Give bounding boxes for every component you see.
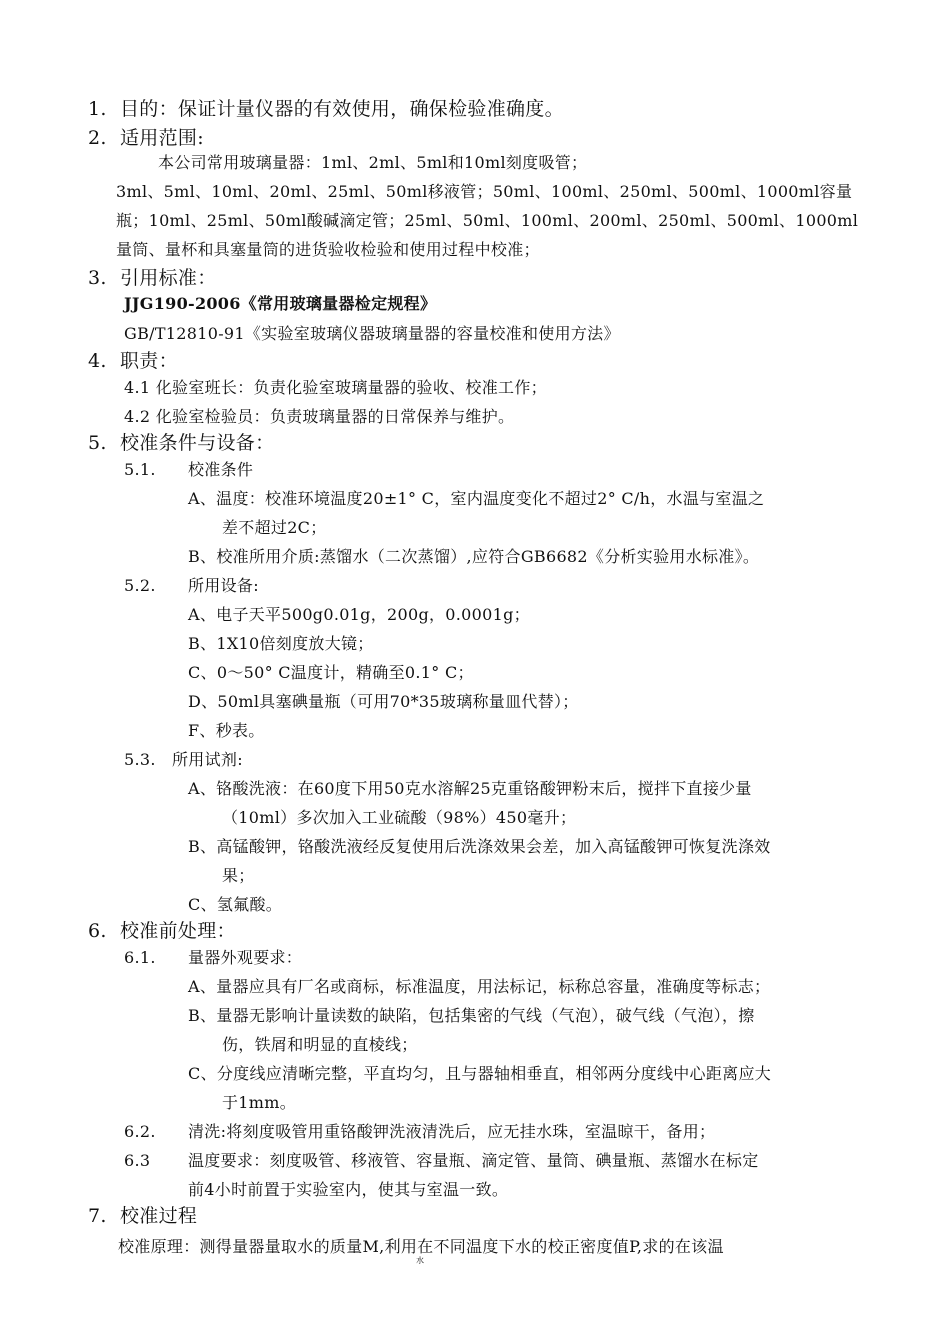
subsection-6-1-heading	[124, 947, 302, 969]
subscript-label: 水	[416, 1256, 424, 1265]
reagent-item: A、铬酸洗液：在60度下用50克水溶解25克重铬酸钾粉末后，搅拌下直接少量	[188, 779, 752, 798]
subsection-title: 所用试剂:	[172, 750, 243, 769]
subsection-number: 5.1.	[124, 460, 156, 479]
subsection-6-3	[124, 1150, 759, 1172]
section-number: 2.	[88, 127, 107, 149]
equipment-item: B、1X10倍刻度放大镜；	[188, 634, 374, 653]
section-title: 适用范围:	[120, 127, 204, 149]
subsection-5-2-heading	[124, 575, 259, 597]
calibration-principle: 校准原理：测得量器量取水的质量M,利用在不同温度下水的校正密度值P,求的在该温	[118, 1237, 724, 1256]
condition-item-cont: 差不超过2C；	[222, 518, 327, 537]
section-1	[88, 96, 564, 122]
subsection-number: 5.3.	[124, 750, 156, 769]
section-2-heading	[88, 125, 204, 151]
responsibility-line: 4.2 化验室检验员：负责玻璃量器的日常保养与维护。	[124, 407, 515, 426]
section-title: 引用标准：	[120, 267, 217, 289]
subsection-6-3-cont: 前4小时前置于实验室内，使其与室温一致。	[188, 1180, 509, 1199]
equipment-item: C、0～50° C温度计，精确至0.1° C；	[188, 663, 474, 682]
reference-standard: GB/T12810-91《实验室玻璃仪器玻璃量器的容量校准和使用方法》	[124, 324, 620, 343]
subsection-text: 清洗:将刻度吸管用重铬酸钾洗液清洗后，应无挂水珠，室温晾干，备用；	[188, 1122, 716, 1141]
subsection-title: 校准条件	[188, 460, 254, 479]
section-number: 7.	[88, 1205, 107, 1227]
equipment-item: F、秒表。	[188, 721, 265, 740]
section-text: 目的：保证计量仪器的有效使用，确保检验准确度。	[120, 98, 564, 120]
equipment-item: A、电子天平500g0.01g，200g，0.0001g；	[188, 605, 530, 624]
section-3-heading	[88, 265, 217, 291]
reagent-item: B、高锰酸钾，铬酸洗液经反复使用后洗涤效果会差，加入高锰酸钾可恢复洗涤效	[188, 837, 771, 856]
subsection-number: 5.2.	[124, 576, 156, 595]
appearance-item-cont: 伤，铁屑和明显的直棱线；	[222, 1035, 418, 1054]
section-7-heading	[88, 1203, 197, 1229]
equipment-item: D、50ml具塞碘量瓶（可用70*35玻璃称量皿代替）；	[188, 692, 579, 711]
paragraph-line: 瓶；10ml、25ml、50ml酸碱滴定管；25ml、50ml、100ml、200ml、250ml、500ml、1000ml	[116, 211, 859, 230]
section-number: 4.	[88, 350, 107, 372]
section-number: 3.	[88, 267, 107, 289]
section-4-heading	[88, 348, 178, 374]
subsection-5-1-heading	[124, 459, 253, 481]
responsibility-line: 4.1 化验室班长：负责化验室玻璃量器的验收、校准工作；	[124, 378, 547, 397]
reagent-item: C、氢氟酸。	[188, 895, 283, 914]
section-title: 校准前处理：	[120, 920, 236, 942]
subsection-text: 温度要求：刻度吸管、移液管、容量瓶、滴定管、量筒、碘量瓶、蒸馏水在标定	[188, 1151, 759, 1170]
reagent-item-cont: （10ml）多次加入工业硫酸（98%）450毫升；	[222, 808, 577, 827]
paragraph-line: 3ml、5ml、10ml、20ml、25ml、50ml移液管；50ml、100ml、250ml、500ml、1000ml容量	[116, 182, 853, 201]
section-5-heading	[88, 430, 274, 456]
subsection-number: 6.1.	[124, 948, 156, 967]
section-title: 校准条件与设备：	[120, 432, 275, 454]
reference-standard: JJG190-2006《常用玻璃量器检定规程》	[124, 294, 437, 313]
section-number: 1.	[88, 98, 107, 120]
appearance-item: B、量器无影响计量读数的缺陷，包括集密的气线（气泡），破气线（气泡），擦	[188, 1006, 755, 1025]
section-6-heading	[88, 918, 236, 944]
paragraph-line: 本公司常用玻璃量器：1ml、2ml、5ml和10ml刻度吸管；	[158, 153, 588, 172]
subsection-number: 6.3	[124, 1151, 151, 1170]
subsection-number: 6.2.	[124, 1122, 156, 1141]
section-number: 5.	[88, 432, 107, 454]
paragraph-line: 量筒、量杯和具塞量筒的进货验收检验和使用过程中校准；	[116, 240, 540, 259]
subsection-title: 量器外观要求：	[188, 948, 303, 967]
subsection-title: 所用设备:	[188, 576, 259, 595]
section-title: 校准过程	[120, 1205, 198, 1227]
appearance-item: C、分度线应清晰完整，平直均匀，且与器轴相垂直，相邻两分度线中心距离应大	[188, 1064, 772, 1083]
condition-item: A、温度：校准环境温度20±1° C，室内温度变化不超过2° C/h，水温与室温之	[188, 489, 765, 508]
reagent-item-cont: 果；	[222, 866, 255, 885]
condition-item: B、校准所用介质:蒸馏水（二次蒸馏）,应符合GB6682《分析实验用水标准》。	[188, 547, 760, 566]
appearance-item-cont: 于1mm。	[222, 1093, 297, 1112]
appearance-item: A、量器应具有厂名或商标，标准温度，用法标记，标称总容量，准确度等标志；	[188, 977, 771, 996]
section-number: 6.	[88, 920, 107, 942]
section-title: 职责：	[120, 350, 178, 372]
subsection-6-2	[124, 1121, 715, 1143]
subsection-5-3-heading	[124, 749, 243, 771]
